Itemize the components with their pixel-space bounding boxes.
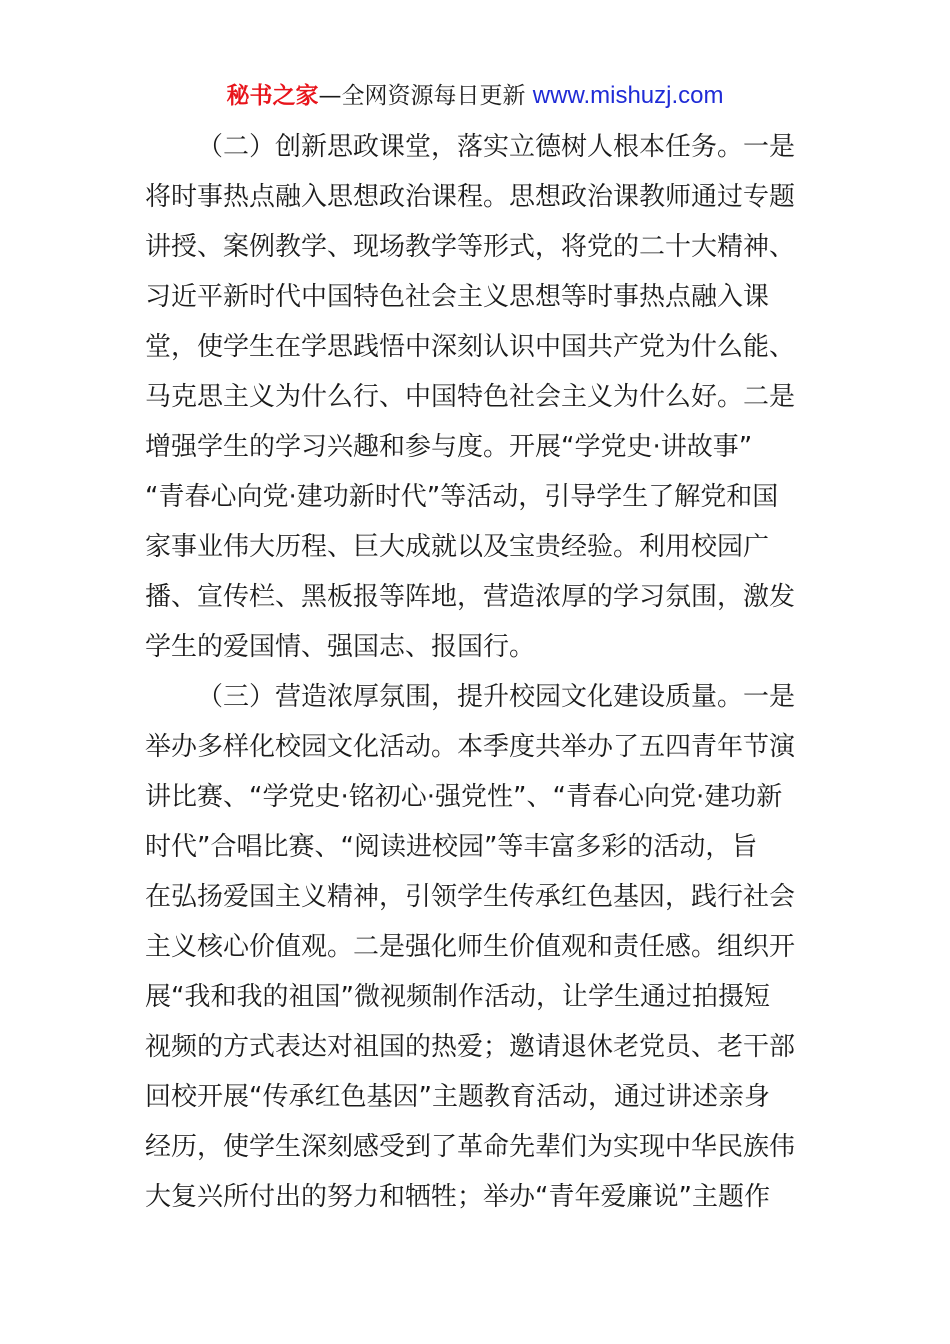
paragraph-2-line-10: 播、宣传栏、黑板报等阵地，营造浓厚的学习氛围，激发 bbox=[145, 582, 796, 612]
paragraph-3-line-4: 时代”合唱比赛、“阅读进校园”等丰富多彩的活动，旨 bbox=[145, 832, 758, 862]
paragraph-2-line-4: 习近平新时代中国特色社会主义思想等时事热点融入课 bbox=[145, 282, 770, 312]
paragraph-3-line-10: 经历，使学生深刻感受到了革命先辈们为实现中华民族伟 bbox=[145, 1132, 796, 1162]
paragraph-3-line-1: （三）营造浓厚氛围，提升校园文化建设质量。一是 bbox=[197, 682, 796, 712]
paragraph-3-line-5: 在弘扬爱国主义精神，引领学生传承红色基因，践行社会 bbox=[145, 882, 796, 912]
paragraph-2-line-11: 学生的爱国情、强国志、报国行。 bbox=[145, 632, 536, 662]
document-body bbox=[145, 122, 815, 1222]
paragraph-2-line-6: 马克思主义为什么行、中国特色社会主义为什么好。二是 bbox=[145, 382, 796, 412]
header-slogan: —全网资源每日更新 bbox=[318, 83, 526, 109]
paragraph-3-line-7: 展“我和我的祖国”微视频制作活动，让学生通过拍摄短 bbox=[145, 982, 770, 1012]
paragraph-2-line-1: （二）创新思政课堂，落实立德树人根本任务。一是 bbox=[197, 132, 796, 162]
paragraph-3-line-9: 回校开展“传承红色基因”主题教育活动，通过讲述亲身 bbox=[145, 1082, 770, 1112]
paragraph-2-line-7: 增强学生的学习兴趣和参与度。开展“学党史·讲故事” bbox=[145, 432, 753, 462]
paragraph-3-line-2: 举办多样化校园文化活动。本季度共举办了五四青年节演 bbox=[145, 732, 796, 762]
paragraph-2-line-5: 堂，使学生在学思践悟中深刻认识中国共产党为什么能、 bbox=[145, 332, 796, 362]
site-header bbox=[0, 78, 950, 114]
paragraph-3-line-11: 大复兴所付出的努力和牺牲；举办“青年爱廉说”主题作 bbox=[145, 1182, 770, 1212]
paragraph-2-line-8: “青春心向党·建功新时代”等活动，引导学生了解党和国 bbox=[145, 482, 779, 512]
paragraph-2-line-2: 将时事热点融入思想政治课程。思想政治课教师通过专题 bbox=[145, 182, 796, 212]
paragraph-2-line-3: 讲授、案例教学、现场教学等形式，将党的二十大精神、 bbox=[145, 232, 796, 262]
paragraph-2-line-9: 家事业伟大历程、巨大成就以及宝贵经验。利用校园广 bbox=[145, 532, 770, 562]
brand-name: 秘书之家 bbox=[226, 83, 319, 109]
paragraph-3-line-6: 主义核心价值观。二是强化师生价值观和责任感。组织开 bbox=[145, 932, 796, 962]
site-url[interactable]: www.mishuzj.com bbox=[532, 82, 724, 109]
paragraph-3-line-3: 讲比赛、“学党史·铭初心·强党性”、“青春心向党·建功新 bbox=[145, 782, 783, 812]
paragraph-3-line-8: 视频的方式表达对祖国的热爱；邀请退休老党员、老干部 bbox=[145, 1032, 796, 1062]
